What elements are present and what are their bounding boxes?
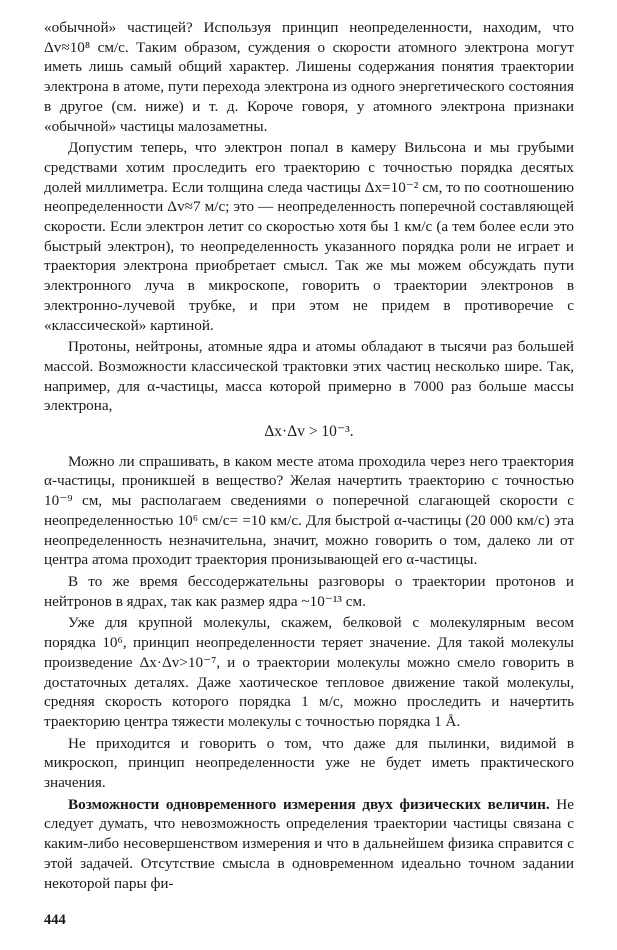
section-paragraph xyxy=(44,795,574,894)
equation-uncertainty: Δx·Δv > 10⁻³. xyxy=(264,423,354,441)
page-number: 444 xyxy=(44,912,66,928)
section-heading: Возможности одновременного измерения двух физических величин. xyxy=(68,795,550,813)
body-text xyxy=(44,18,574,893)
paragraph-nuclei: В то же время бессодержательны разговоры о траектории протонов и нейтронов в ядрах, так как размер ядра ~10⁻¹³ см. xyxy=(44,572,574,610)
paragraph-protons: Протоны, нейтроны, атомные ядра и атомы обладают в тысячи раз большей массой. Возможности классической трактовки этих частиц несколько шире. Так, например, для α-частицы, масса которой примерно в 7000 раз больше массы электрона, xyxy=(44,338,574,415)
paragraph-wilson-chamber: Допустим теперь, что электрон попал в камеру Вильсона и мы грубыми средствами хотим проследить его траекторию с точностью порядка десятых долей миллиметра. Если толщина следа частицы Δx=10⁻² см, то по соотношению неопределенности Δv≈7 м/с; это — неопределенность поперечной составляющей скорости. Если электрон летит со скоростью хотя бы 1 км/с (а тем более если это быстрый электрон), то неопределенность указанного порядка роли не играет и траектория электрона приобретает смысл. Так же мы можем обсуждать пути электронного луча в микроскопе, говорить о траектории электронов в электронно-лучевой трубке, и при этом не придем в противоречие с «классической» картиной. xyxy=(44,139,574,334)
paragraph-molecule: Уже для крупной молекулы, скажем, белковой с молекулярным весом порядка 10⁶, принцип неопределенности теряет значение. Для такой молекулы произведение Δx·Δv>10⁻⁷, и о траектории молекулы можно смело говорить в достаточных деталях. Даже хаотическое тепловое движение такой молекулы, средняя скорость которого порядка 1 м/с, можно проследить и начертить траекторию центра тяжести молекулы с точностью порядка 1 Å. xyxy=(44,614,574,730)
paragraph-dust: Не приходится и говорить о том, что даже для пылинки, видимой в микроскоп, принцип неопределенности уже не будет иметь практического значения. xyxy=(44,734,574,792)
paragraph-alpha-trajectory: Можно ли спрашивать, в каком месте атома проходила через него траектория α-частицы, проникшей в вещество? Желая начертить траекторию с точностью 10⁻⁹ см, мы располагаем сведениями о поперечной слагающей скорости с неопределенностью 10⁶ см/с= =10 км/с. Для быстрой α-частицы (20 000 км/с) эта неопределенность незначительна, значит, можно говорить о том, далеко ли от центра атома проходит траектория пронизывающей его α-частицы. xyxy=(44,452,574,569)
section-text: Не следует думать, что невозможность определения траектории частицы связана с каким-либо несовершенством измерения и что в дальнейшем физика справится с этой задачей. Отсутствие смысла в одновременном идеально точном задании некоторой пары фи- xyxy=(44,795,575,892)
paragraph-continued: «обычной» частицей? Используя принцип неопределенности, находим, что Δv≈10⁸ см/с. Таким образом, суждения о скорости атомного электрона могут иметь лишь самый общий характер. Лишены содержания понятия траектории электрона в атоме, пути перехода электрона из одного энергетического состояния в другое (см. ниже) и т. д. Короче говоря, у атомного электрона признаки «обычной» частицы малозаметны. xyxy=(44,19,574,135)
